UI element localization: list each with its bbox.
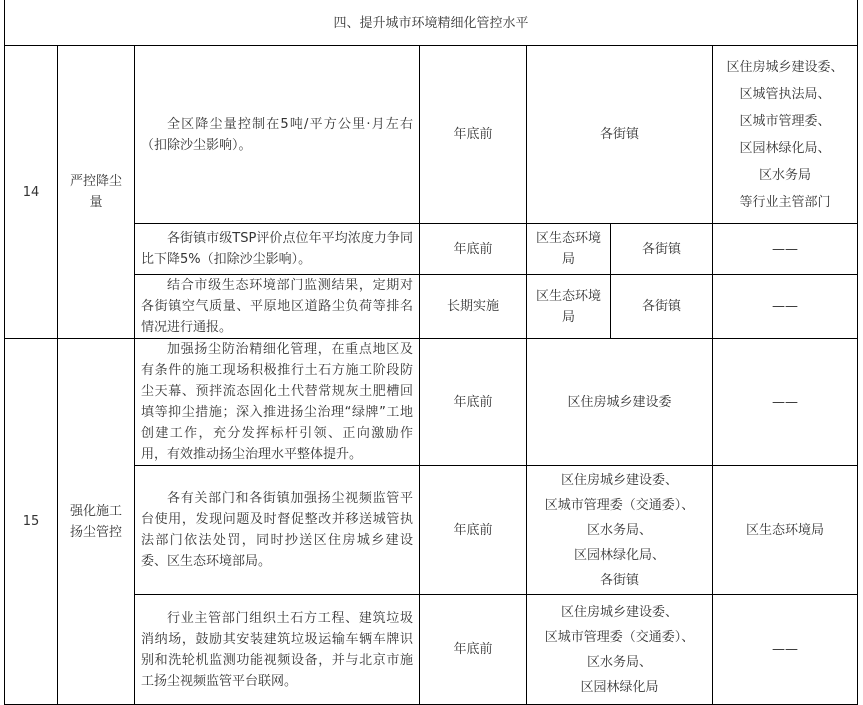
task-deadline: 长期实施	[420, 275, 527, 339]
lead-line: 区住房城乡建设委、	[560, 472, 678, 488]
section-header-row	[5, 0, 858, 46]
lead-line: 区园林绿化局	[580, 679, 659, 695]
task-content: 加强扬尘防治精细化管理，在重点地区及有条件的施工现场积极推行土石方施工阶段防尘天幕、预拌流态固化土代替常规灰土肥槽回填等抑尘措施；深入推进扬尘治理“绿牌”工地创建工作，充分发挥标杆引领、正向激励作用，有效推动扬尘治理水平整体提升。	[135, 339, 420, 466]
lead-line: 区园林绿化局、	[573, 547, 665, 563]
task-lead: 区住房城乡建设委	[527, 339, 713, 466]
task-table	[4, 0, 858, 705]
task-content: 各街镇市级TSP评价点位年平均浓度力争同比下降5%（扣除沙尘影响）。	[135, 224, 420, 275]
task-responsible: 各街镇	[611, 275, 713, 339]
row-number: 14	[5, 46, 58, 339]
task-cooperate: ——	[713, 275, 858, 339]
task-content: 全区降尘量控制在5吨/平方公里·月左右（扣除沙尘影响）。	[135, 46, 420, 224]
task-content: 各有关部门和各街镇加强扬尘视频监管平台使用，发现问题及时督促整改并移送城管执法部门依法处罚，同时抄送区住房城乡建设委、区生态环境部局。	[135, 466, 420, 595]
table-row	[5, 339, 858, 466]
task-cooperate: ——	[713, 595, 858, 705]
task-lead	[527, 466, 713, 595]
cooperate-line: 区城市管理委、	[739, 113, 831, 129]
task-lead: 各街镇	[527, 46, 713, 224]
task-cooperate: ——	[713, 224, 858, 275]
task-lead: 区生态环境局	[527, 275, 611, 339]
task-cooperate	[713, 46, 858, 224]
task-cooperate: ——	[713, 339, 858, 466]
task-content: 结合市级生态环境部门监测结果，定期对各街镇空气质量、平原地区道路尘负荷等排名情况进行通报。	[135, 275, 420, 339]
lead-line: 各街镇	[599, 572, 639, 588]
cooperate-line: 区城管执法局、	[739, 86, 831, 102]
task-lead	[527, 595, 713, 705]
cooperate-line: 区园林绿化局、	[739, 140, 831, 156]
cooperate-line: 区水务局	[759, 167, 812, 183]
task-lead: 区生态环境局	[527, 224, 611, 275]
task-deadline: 年底前	[420, 466, 527, 595]
table-row	[5, 46, 858, 224]
section-title: 四、提升城市环境精细化管控水平	[5, 0, 858, 46]
row-number: 15	[5, 339, 58, 705]
task-deadline: 年底前	[420, 339, 527, 466]
row-category: 强化施工扬尘管控	[58, 339, 135, 705]
lead-line: 区住房城乡建设委、	[560, 604, 678, 620]
task-content: 行业主管部门组织土石方工程、建筑垃圾消纳场，鼓励其安装建筑垃圾运输车辆车牌识别和洗轮机监测功能视频设备，并与北京市施工扬尘视频监管平台联网。	[135, 595, 420, 705]
lead-line: 区城市管理委（交通委）、	[544, 497, 695, 513]
task-cooperate: 区生态环境局	[713, 466, 858, 595]
lead-line: 区水务局、	[586, 522, 652, 538]
task-deadline: 年底前	[420, 46, 527, 224]
task-responsible: 各街镇	[611, 224, 713, 275]
row-category: 严控降尘量	[58, 46, 135, 339]
task-deadline: 年底前	[420, 595, 527, 705]
lead-line: 区水务局、	[586, 654, 652, 670]
cooperate-line: 等行业主管部门	[739, 194, 831, 210]
task-deadline: 年底前	[420, 224, 527, 275]
cooperate-line: 区住房城乡建设委、	[726, 59, 844, 75]
lead-line: 区城市管理委（交通委）、	[544, 629, 695, 645]
